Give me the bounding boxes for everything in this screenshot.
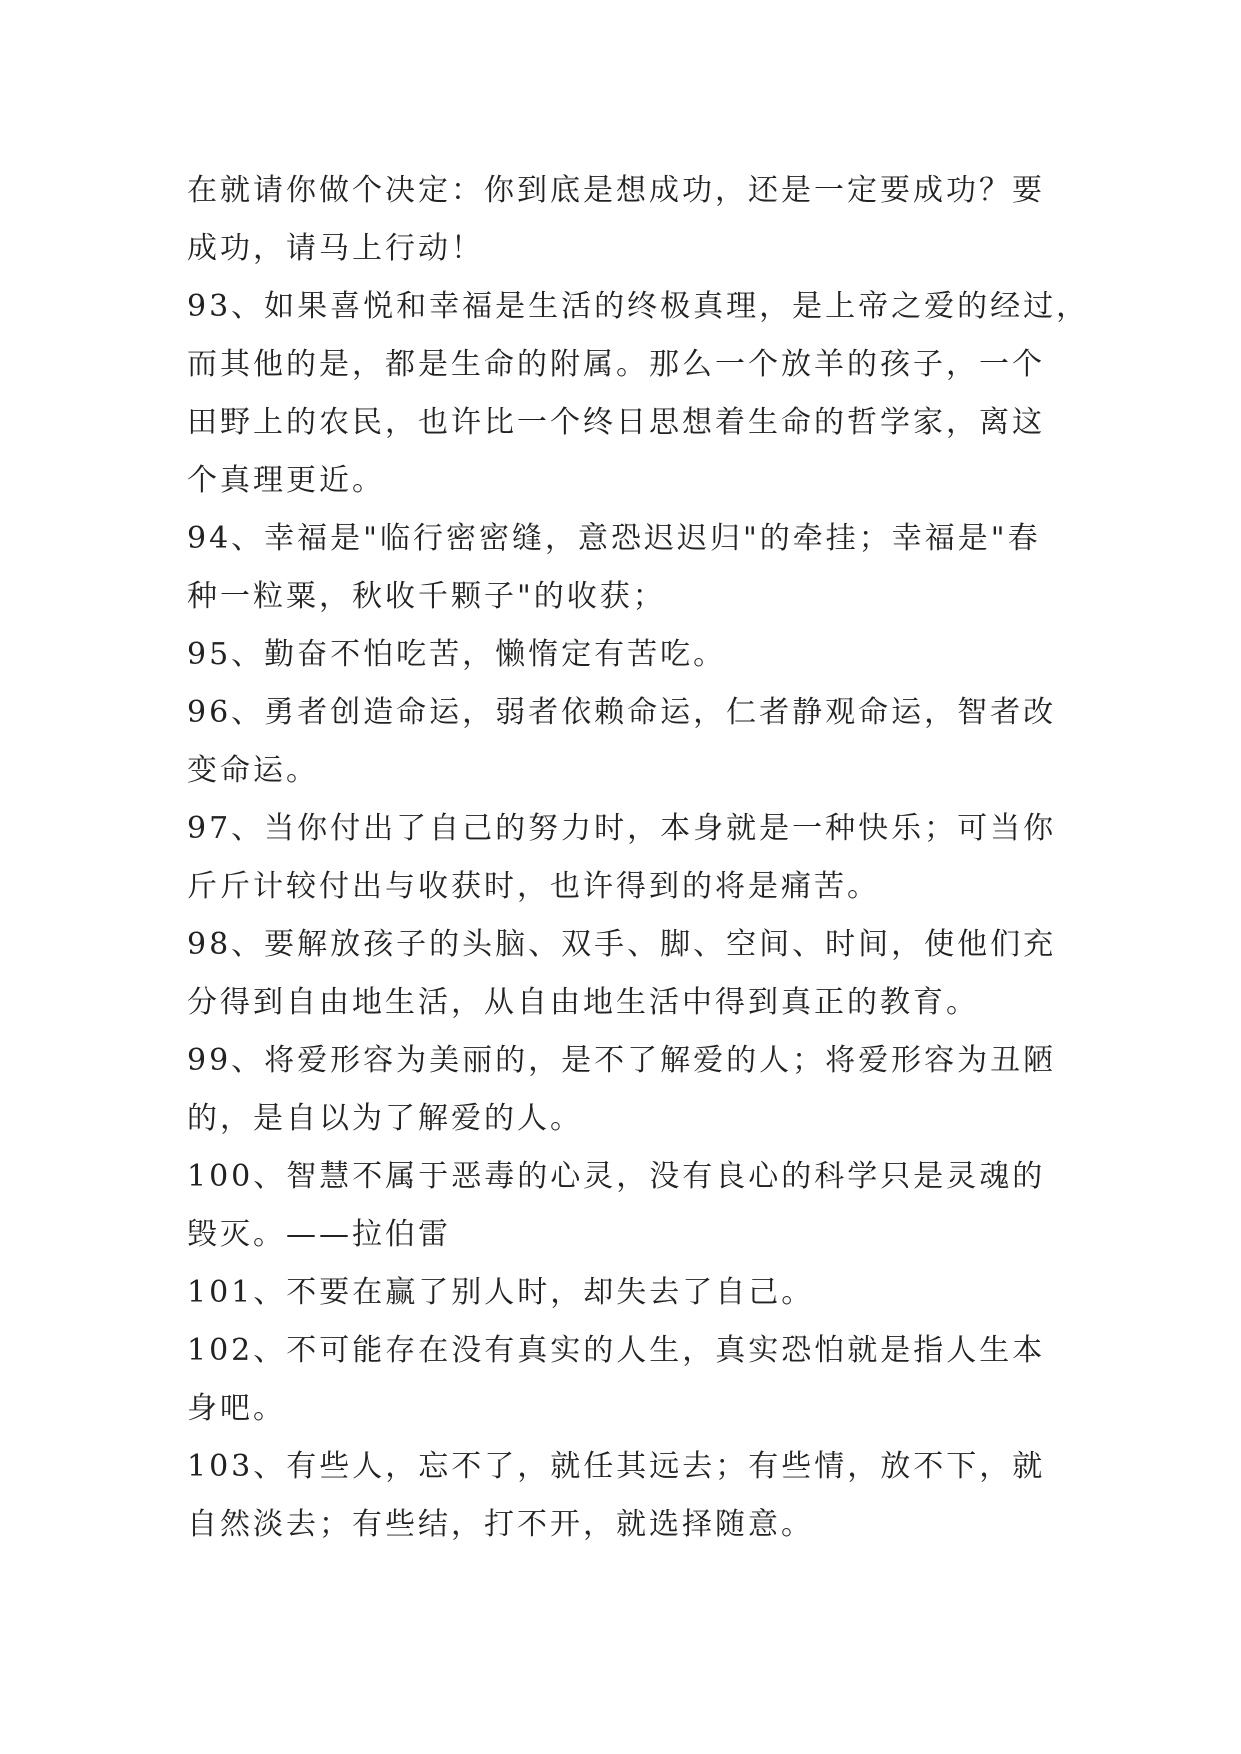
document-body (187, 162, 1090, 1554)
text-line: 99、将爱形容为美丽的，是不了解爱的人；将爱形容为丑陋 (187, 1043, 1057, 1078)
text-line: 95、勤奋不怕吃苦，懒惰定有苦吃。 (187, 637, 727, 672)
text-line: 成功，请马上行动！ (187, 231, 484, 266)
text-line: 100、智慧不属于恶毒的心灵，没有良心的科学只是灵魂的 (187, 1159, 1046, 1194)
text-line: 种一粒粟，秋收千颗子"的收获； (187, 579, 666, 614)
text-line: 分得到自由地生活，从自由地生活中得到真正的教育。 (187, 985, 979, 1020)
text-line: 的，是自以为了解爱的人。 (187, 1101, 583, 1136)
text-line: 在就请你做个决定：你到底是想成功，还是一定要成功？要 (187, 173, 1045, 208)
text-line: 94、幸福是"临行密密缝，意恐迟迟归"的牵挂；幸福是"春 (187, 521, 1041, 556)
text-line: 毁灭。——拉伯雷 (187, 1217, 451, 1252)
text-line: 变命运。 (187, 753, 319, 788)
text-line: 而其他的是，都是生命的附属。那么一个放羊的孩子，一个 (187, 347, 1045, 382)
text-line: 田野上的农民，也许比一个终日思想着生命的哲学家，离这 (187, 405, 1045, 440)
text-line: 斤斤计较付出与收获时，也许得到的将是痛苦。 (187, 869, 880, 904)
text-line: 自然淡去；有些结，打不开，就选择随意。 (187, 1507, 814, 1542)
text-line: 102、不可能存在没有真实的人生，真实恐怕就是指人生本 (187, 1333, 1046, 1368)
text-line: 101、不要在赢了别人时，却失去了自己。 (187, 1275, 815, 1310)
text-line: 93、如果喜悦和幸福是生活的终极真理，是上帝之爱的经过， (187, 289, 1090, 324)
text-line: 97、当你付出了自己的努力时，本身就是一种快乐；可当你 (187, 811, 1057, 846)
text-line: 身吧。 (187, 1391, 286, 1426)
text-line: 个真理更近。 (187, 463, 385, 498)
text-line: 103、有些人，忘不了，就任其远去；有些情，放不下，就 (187, 1449, 1046, 1484)
text-line: 98、要解放孩子的头脑、双手、脚、空间、时间，使他们充 (187, 927, 1057, 962)
text-line: 96、勇者创造命运，弱者依赖命运，仁者静观命运，智者改 (187, 695, 1057, 730)
